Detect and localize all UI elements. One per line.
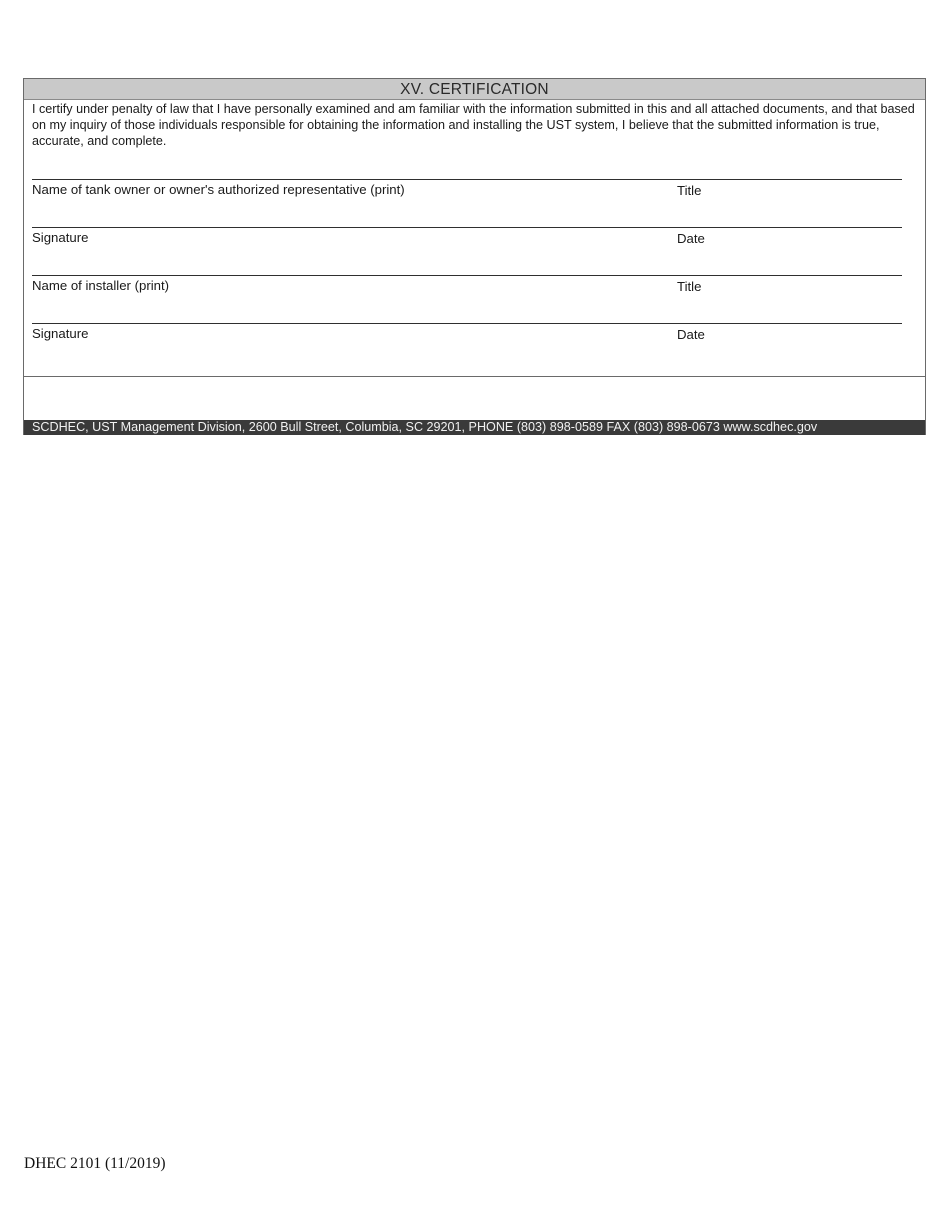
owner-date-label: Date: [677, 231, 705, 246]
installer-title-label: Title: [677, 279, 702, 294]
section-divider: [24, 376, 925, 377]
installer-date-label: Date: [677, 327, 705, 342]
owner-title-label: Title: [677, 183, 702, 198]
certification-statement: I certify under penalty of law that I have personally examined and am familiar with the information submitted in this and all attached documents, and that based on my inquiry of those individuals responsible for obtaining the information and installing the UST system, I believe that the submitted information is true, accurate, and complete.: [32, 102, 915, 148]
owner-name-line: [32, 179, 902, 180]
owner-signature-row[interactable]: [32, 227, 902, 257]
installer-name-label: Name of installer (print): [32, 278, 170, 293]
installer-name-line: [32, 275, 902, 276]
installer-signature-line: [32, 323, 902, 324]
form-number: DHEC 2101 (11/2019): [24, 1155, 166, 1172]
installer-signature-row[interactable]: [32, 323, 902, 353]
installer-signature-label: Signature: [32, 326, 89, 341]
owner-name-row[interactable]: [32, 179, 902, 209]
section-header: XV. CERTIFICATION: [24, 79, 925, 100]
owner-signature-line: [32, 227, 902, 228]
agency-contact-footer: SCDHEC, UST Management Division, 2600 Bull Street, Columbia, SC 29201, PHONE (803) 898-0589 FAX (803) 898-0673 www.scdhec.gov: [24, 420, 925, 435]
owner-signature-label: Signature: [32, 230, 89, 245]
installer-name-row[interactable]: [32, 275, 902, 305]
certification-section: [23, 78, 926, 435]
owner-name-label: Name of tank owner or owner's authorized representative (print): [32, 182, 405, 197]
